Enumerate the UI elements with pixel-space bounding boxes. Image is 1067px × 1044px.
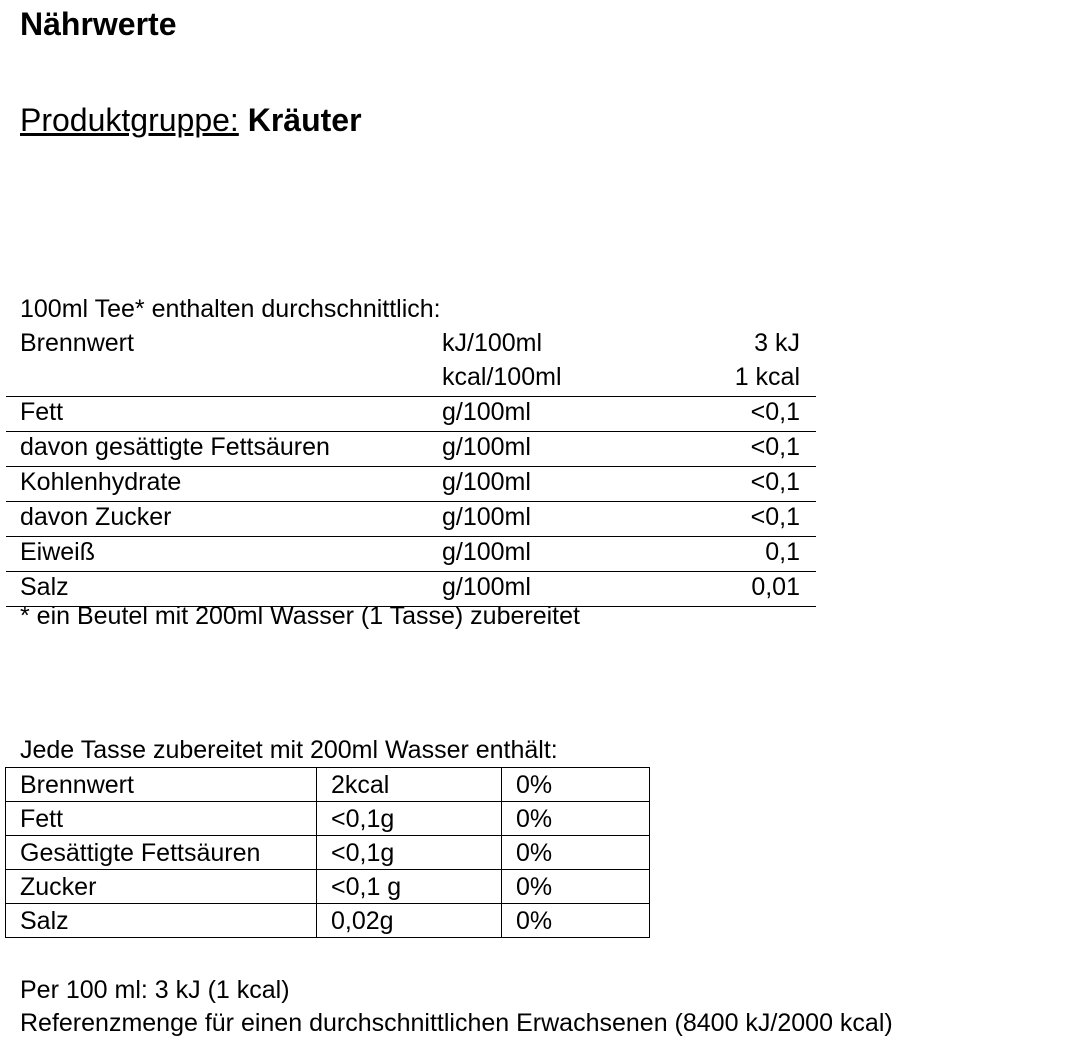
- nutrient-name: Salz: [20, 573, 69, 601]
- page-title: Nährwerte: [20, 6, 177, 42]
- nutrient-amount: 2kcal: [317, 768, 502, 802]
- table-row: [6, 432, 816, 467]
- nutrition-table-per-cup: [5, 767, 650, 938]
- nutrient-percent: 0%: [502, 870, 650, 904]
- nutrient-value: <0,1: [750, 503, 800, 531]
- nutrient-percent: 0%: [502, 836, 650, 870]
- nutrient-value: <0,1: [750, 468, 800, 496]
- nutrient-name: Kohlenhydrate: [20, 468, 182, 496]
- table-row: [6, 362, 816, 397]
- table2-intro: Jede Tasse zubereitet mit 200ml Wasser enthält:: [20, 736, 558, 764]
- nutrient-amount: <0,1g: [317, 802, 502, 836]
- nutrient-percent: 0%: [502, 802, 650, 836]
- nutrient-value: <0,1: [750, 398, 800, 426]
- nutrient-name: Zucker: [6, 870, 317, 904]
- table-row: [6, 467, 816, 502]
- table-row: [6, 328, 816, 362]
- nutrient-name: Brennwert: [6, 768, 317, 802]
- table-row: [6, 870, 650, 904]
- nutrient-percent: 0%: [502, 904, 650, 938]
- nutrient-name: Eiweiß: [20, 538, 96, 566]
- product-group-value: Kräuter: [247, 102, 362, 138]
- nutrient-value: <0,1: [750, 433, 800, 461]
- nutrient-value: 0,1: [765, 538, 800, 566]
- product-group-label: Produktgruppe:: [20, 102, 239, 138]
- nutrient-unit: kcal/100ml: [442, 363, 562, 391]
- nutrient-unit: g/100ml: [442, 573, 531, 601]
- nutrient-name: davon Zucker: [20, 503, 172, 531]
- table-row: [6, 836, 650, 870]
- nutrient-unit: g/100ml: [442, 503, 531, 531]
- nutrient-name: Fett: [6, 802, 317, 836]
- nutrient-amount: <0,1 g: [317, 870, 502, 904]
- nutrient-value: 1 kcal: [734, 363, 800, 391]
- nutrient-percent: 0%: [502, 768, 650, 802]
- footer-per-100ml: Per 100 ml: 3 kJ (1 kcal): [20, 976, 290, 1004]
- nutrient-value: 3 kJ: [754, 329, 800, 357]
- table-row: [6, 537, 816, 572]
- nutrient-name: Salz: [6, 904, 317, 938]
- nutrient-name: Brennwert: [20, 329, 134, 357]
- table1-footnote: * ein Beutel mit 200ml Wasser (1 Tasse) zubereitet: [20, 602, 580, 630]
- nutrient-name: Fett: [20, 398, 64, 426]
- nutrition-table-per-100ml: [6, 328, 816, 607]
- table-row: [6, 802, 650, 836]
- nutrient-amount: <0,1g: [317, 836, 502, 870]
- nutrient-unit: g/100ml: [442, 433, 531, 461]
- product-group: [20, 102, 362, 139]
- nutrient-unit: g/100ml: [442, 538, 531, 566]
- nutrient-name: davon gesättigte Fettsäuren: [20, 433, 330, 461]
- nutrient-amount: 0,02g: [317, 904, 502, 938]
- nutrient-value: 0,01: [751, 573, 800, 601]
- table1-intro: 100ml Tee* enthalten durchschnittlich:: [20, 295, 441, 323]
- table-row: [6, 397, 816, 432]
- table-row: [6, 904, 650, 938]
- table-row: [6, 502, 816, 537]
- nutrient-name: Gesättigte Fettsäuren: [6, 836, 317, 870]
- nutrient-unit: g/100ml: [442, 468, 531, 496]
- nutrient-unit: g/100ml: [442, 398, 531, 426]
- table-row: [6, 768, 650, 802]
- nutrient-unit: kJ/100ml: [442, 329, 543, 357]
- footer-reference-amount: Referenzmenge für einen durchschnittlichen Erwachsenen (8400 kJ/2000 kcal): [20, 1009, 893, 1037]
